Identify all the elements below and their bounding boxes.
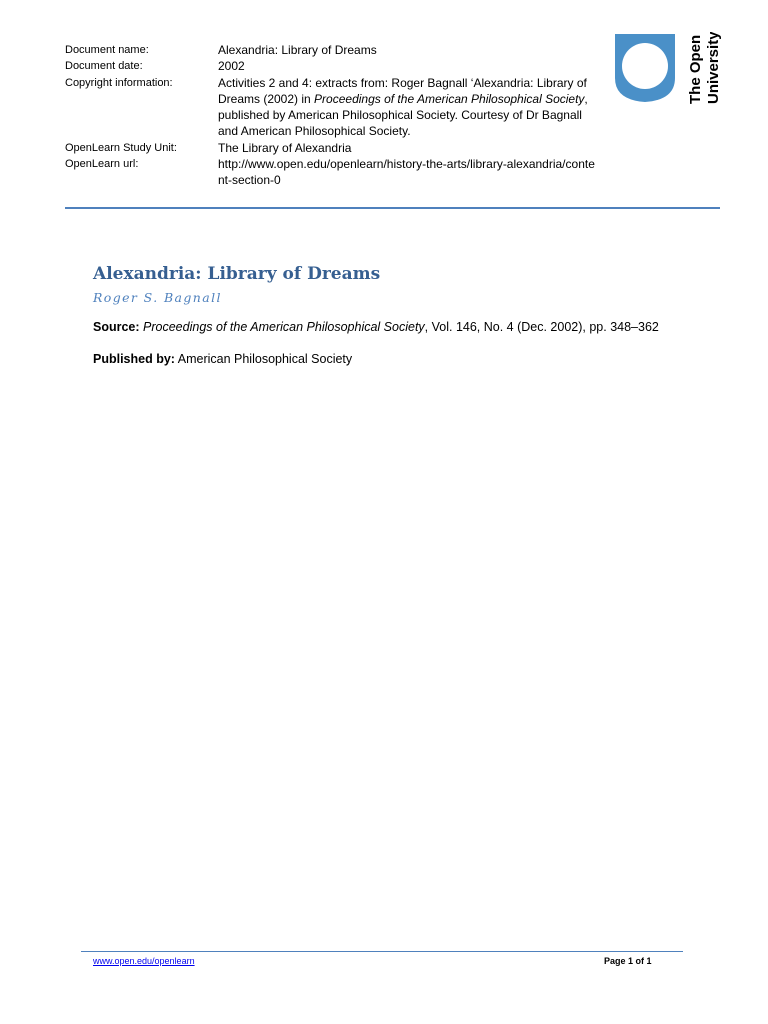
meta-key: OpenLearn url: — [65, 158, 139, 171]
meta-value: Alexandria: Library of Dreams — [218, 43, 377, 57]
meta-value-url: http://www.open.edu/openlearn/history-the-arts/library-alexandria/content-section-0 — [218, 157, 595, 188]
logo-line-2: University — [705, 32, 722, 104]
openlearn-link[interactable]: www.open.edu/openlearn — [93, 956, 195, 966]
article-source — [93, 320, 659, 334]
source-details: , Vol. 146, No. 4 (Dec. 2002), pp. 348–362 — [424, 320, 659, 334]
meta-value: 2002 — [218, 59, 245, 74]
article-publisher — [93, 352, 352, 366]
source-journal: Proceedings of the American Philosophical Society — [143, 320, 425, 334]
meta-key: Document name: — [65, 44, 149, 56]
meta-row-document-date — [65, 58, 595, 74]
document-metadata — [65, 42, 595, 189]
open-university-logo — [612, 32, 722, 112]
meta-key: Document date: — [65, 60, 143, 73]
ou-shield-icon — [612, 32, 722, 112]
meta-row-study-unit — [65, 140, 595, 156]
copyright-journal: Proceedings of the American Philosophical Society — [314, 91, 585, 106]
meta-value: The Library of Alexandria — [218, 140, 352, 155]
page-number: Page 1 of 1 — [604, 956, 652, 966]
published-value: American Philosophical Society — [177, 352, 353, 366]
meta-row-document-name — [65, 42, 595, 58]
meta-row-url — [65, 156, 595, 189]
logo-line-1: The Open — [687, 34, 704, 104]
published-label: Published by: — [93, 352, 175, 366]
header-divider — [65, 207, 720, 209]
meta-key: Copyright information: — [65, 76, 173, 89]
source-label: Source: — [93, 320, 140, 334]
article-author: Roger S. Bagnall — [93, 290, 222, 305]
article-title: Alexandria: Library of Dreams — [93, 264, 381, 284]
meta-value — [218, 75, 595, 140]
footer-divider — [81, 951, 683, 952]
copyright-text-2: , published by American Philosophical Society. Courtesy of Dr Bagnall and American Philosophical Society. — [218, 91, 588, 139]
meta-row-copyright — [65, 75, 595, 140]
meta-key: OpenLearn Study Unit: — [65, 141, 177, 154]
copyright-text-1: Activities 2 and 4: extracts from: Roger Bagnall ‘Alexandria: Library of Dreams (2002) in — [218, 75, 587, 106]
